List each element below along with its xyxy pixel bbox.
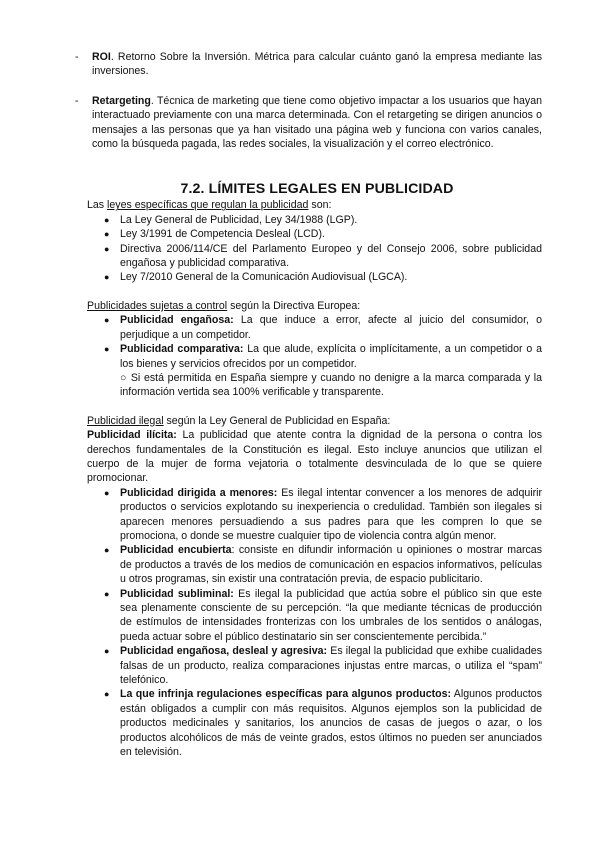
- term-roi: ROI: [92, 51, 111, 63]
- illicit-paragraph: [87, 428, 542, 486]
- list-item-text: Es ilegal la publicidad que exhibe cualidades falsas de un producto, realiza comparaciones injustas entre marcas, o utiliza el “spam” telefónico.: [120, 645, 542, 687]
- list-item-text: Ley 3/1991 de Competencia Desleal (LCD).: [120, 228, 325, 241]
- illegal-intro: [87, 414, 542, 428]
- list-item: [104, 342, 542, 400]
- bullet-icon: ●: [104, 272, 110, 283]
- list-item-text: Directiva 2006/114/CE del Parlamento Europeo y del Consejo 2006, sobre publicidad engañosa y publicidad comparativa.: [120, 242, 542, 270]
- laws-list: [92, 213, 542, 285]
- list-item: [104, 543, 542, 586]
- definition-roi: [75, 50, 542, 79]
- list-item: [104, 213, 542, 227]
- illegal-intro-underlined: Publicidad ilegal: [87, 414, 164, 427]
- laws-intro: [87, 198, 542, 212]
- bullet-icon: ●: [104, 646, 110, 657]
- list-item-text: Ley 7/2010 General de la Comunicación Audiovisual (LGCA).: [120, 271, 408, 284]
- list-item-term: Publicidad engañosa:: [120, 314, 234, 327]
- bullet-icon: ●: [104, 229, 110, 240]
- list-item-text: La Ley General de Publicidad, Ley 34/1988 (LGP).: [120, 213, 358, 226]
- list-item-text: Es ilegal intentar convencer a los menores de adquirir productos o servicios explotando su inexperiencia o credulidad. También son ilegales si aparecen menores persuadiendo a sus padres para que les compren lo que se promociona, o donde se muestre cualquier tipo de violencia contra algún menor.: [120, 486, 542, 542]
- section-heading: 7.2. LÍMITES LEGALES EN PUBLICIDAD: [180, 181, 454, 198]
- bullet-icon: ●: [104, 243, 110, 254]
- sub-list-item: ○ Si está permitida en España siempre y cuando no denigre a la marca comparada y la información vertida sea 100% verificable y transparente.: [120, 371, 542, 399]
- laws-intro-post: son:: [308, 199, 332, 212]
- definition-retargeting: [75, 94, 542, 152]
- bullet-icon: ●: [104, 545, 110, 556]
- definition-roi-text: . Retorno Sobre la Inversión. Métrica para calcular cuánto ganó la empresa mediante las inversiones.: [92, 51, 542, 78]
- illicit-term: Publicidad ilícita:: [87, 429, 177, 442]
- list-item-text: Es ilegal la publicidad que actúa sobre el público sin que este sea plenamente consciente de su percepción. “la que mediante técnicas de producción de estímulos de intensidades fronterizas con los umbrales de los sentidos o análogas, pueda actuar sobre el público destinatario sin ser conscientemente percibida.”: [120, 587, 542, 643]
- bullet-icon: ●: [104, 689, 110, 700]
- list-item-term: Publicidad subliminal:: [120, 587, 234, 600]
- bullet-icon: ●: [104, 487, 110, 498]
- list-item-term: Publicidad dirigida a menores:: [120, 486, 278, 499]
- list-item-text: La que alude, explícita o implícitamente, a un competidor o a los bienes y servicios ofrecidos por un competidor.: [120, 343, 542, 370]
- bullet-icon: ●: [104, 588, 110, 599]
- illicit-text: La publicidad que atente contra la dignidad de la persona o contra los derechos fundamentales de la Constitución es ilegal. Esto incluye anuncios que utilizan el cuerpo de la mujer de forma vejatoria o totalmente desvinculada de lo que se quiere promocionar.: [87, 429, 542, 485]
- term-retargeting: Retargeting: [92, 94, 151, 107]
- list-item: [104, 242, 542, 271]
- dash-marker: -: [75, 51, 79, 63]
- bullet-icon: ●: [104, 315, 110, 326]
- illegal-intro-post: según la Ley General de Publicidad en España:: [163, 414, 391, 427]
- list-item: [104, 644, 542, 687]
- control-intro-underlined: Publicidades sujetas a control: [87, 299, 228, 312]
- list-item: [104, 227, 542, 241]
- list-item: [104, 687, 542, 759]
- laws-intro-underlined: leyes específicas que regulan la publicidad: [107, 199, 309, 212]
- list-item: [104, 587, 542, 645]
- illegal-list: [92, 486, 542, 760]
- list-item-term: Publicidad encubierta: [120, 544, 232, 557]
- dash-marker: -: [75, 94, 79, 107]
- list-item-term: Publicidad comparativa:: [120, 343, 244, 356]
- list-item-term: La que infrinja regulaciones específicas para algunos productos:: [120, 688, 451, 701]
- list-item-term: Publicidad engañosa, desleal y agresiva:: [120, 645, 328, 658]
- laws-intro-pre: Las: [87, 199, 108, 212]
- definition-retargeting-text: . Técnica de marketing que tiene como objetivo impactar a los usuarios que hayan interactuado previamente con una marca determinada. Con el retargeting se dirigen anuncios o mensajes a las personas que ya han visitado una página web y funciona con varios canales, como la búsqueda pagada, las redes sociales, la visualización y el correo electrónico.: [92, 94, 542, 151]
- list-item: [104, 270, 542, 284]
- control-intro-post: según la Directiva Europea:: [227, 299, 361, 312]
- list-item-text: Algunos productos están obligados a cumplir con más requisitos. Algunos ejemplos son la publicidad de productos medicinales y sanitarios, los anuncios de casas de juegos o azar, o los productos alcohólicos de más de veinte grados, estos últimos no pueden ser anunciados en televisión.: [120, 688, 542, 759]
- control-list: [92, 313, 542, 399]
- control-intro: [87, 299, 542, 313]
- list-item: [104, 313, 542, 342]
- bullet-icon: ●: [104, 344, 110, 355]
- list-item-text: : consiste en difundir información u opiniones o mostrar marcas de productos a través de los medios de comunicación en espacios informativos, películas u otros programas, sin existir una contratación previa, de espacio publicitario.: [120, 544, 542, 586]
- list-item-text: La que induce a error, afecte al juicio del consumidor, o perjudique a un competidor.: [120, 314, 542, 341]
- bullet-icon: ●: [104, 214, 110, 225]
- list-item: [104, 486, 542, 544]
